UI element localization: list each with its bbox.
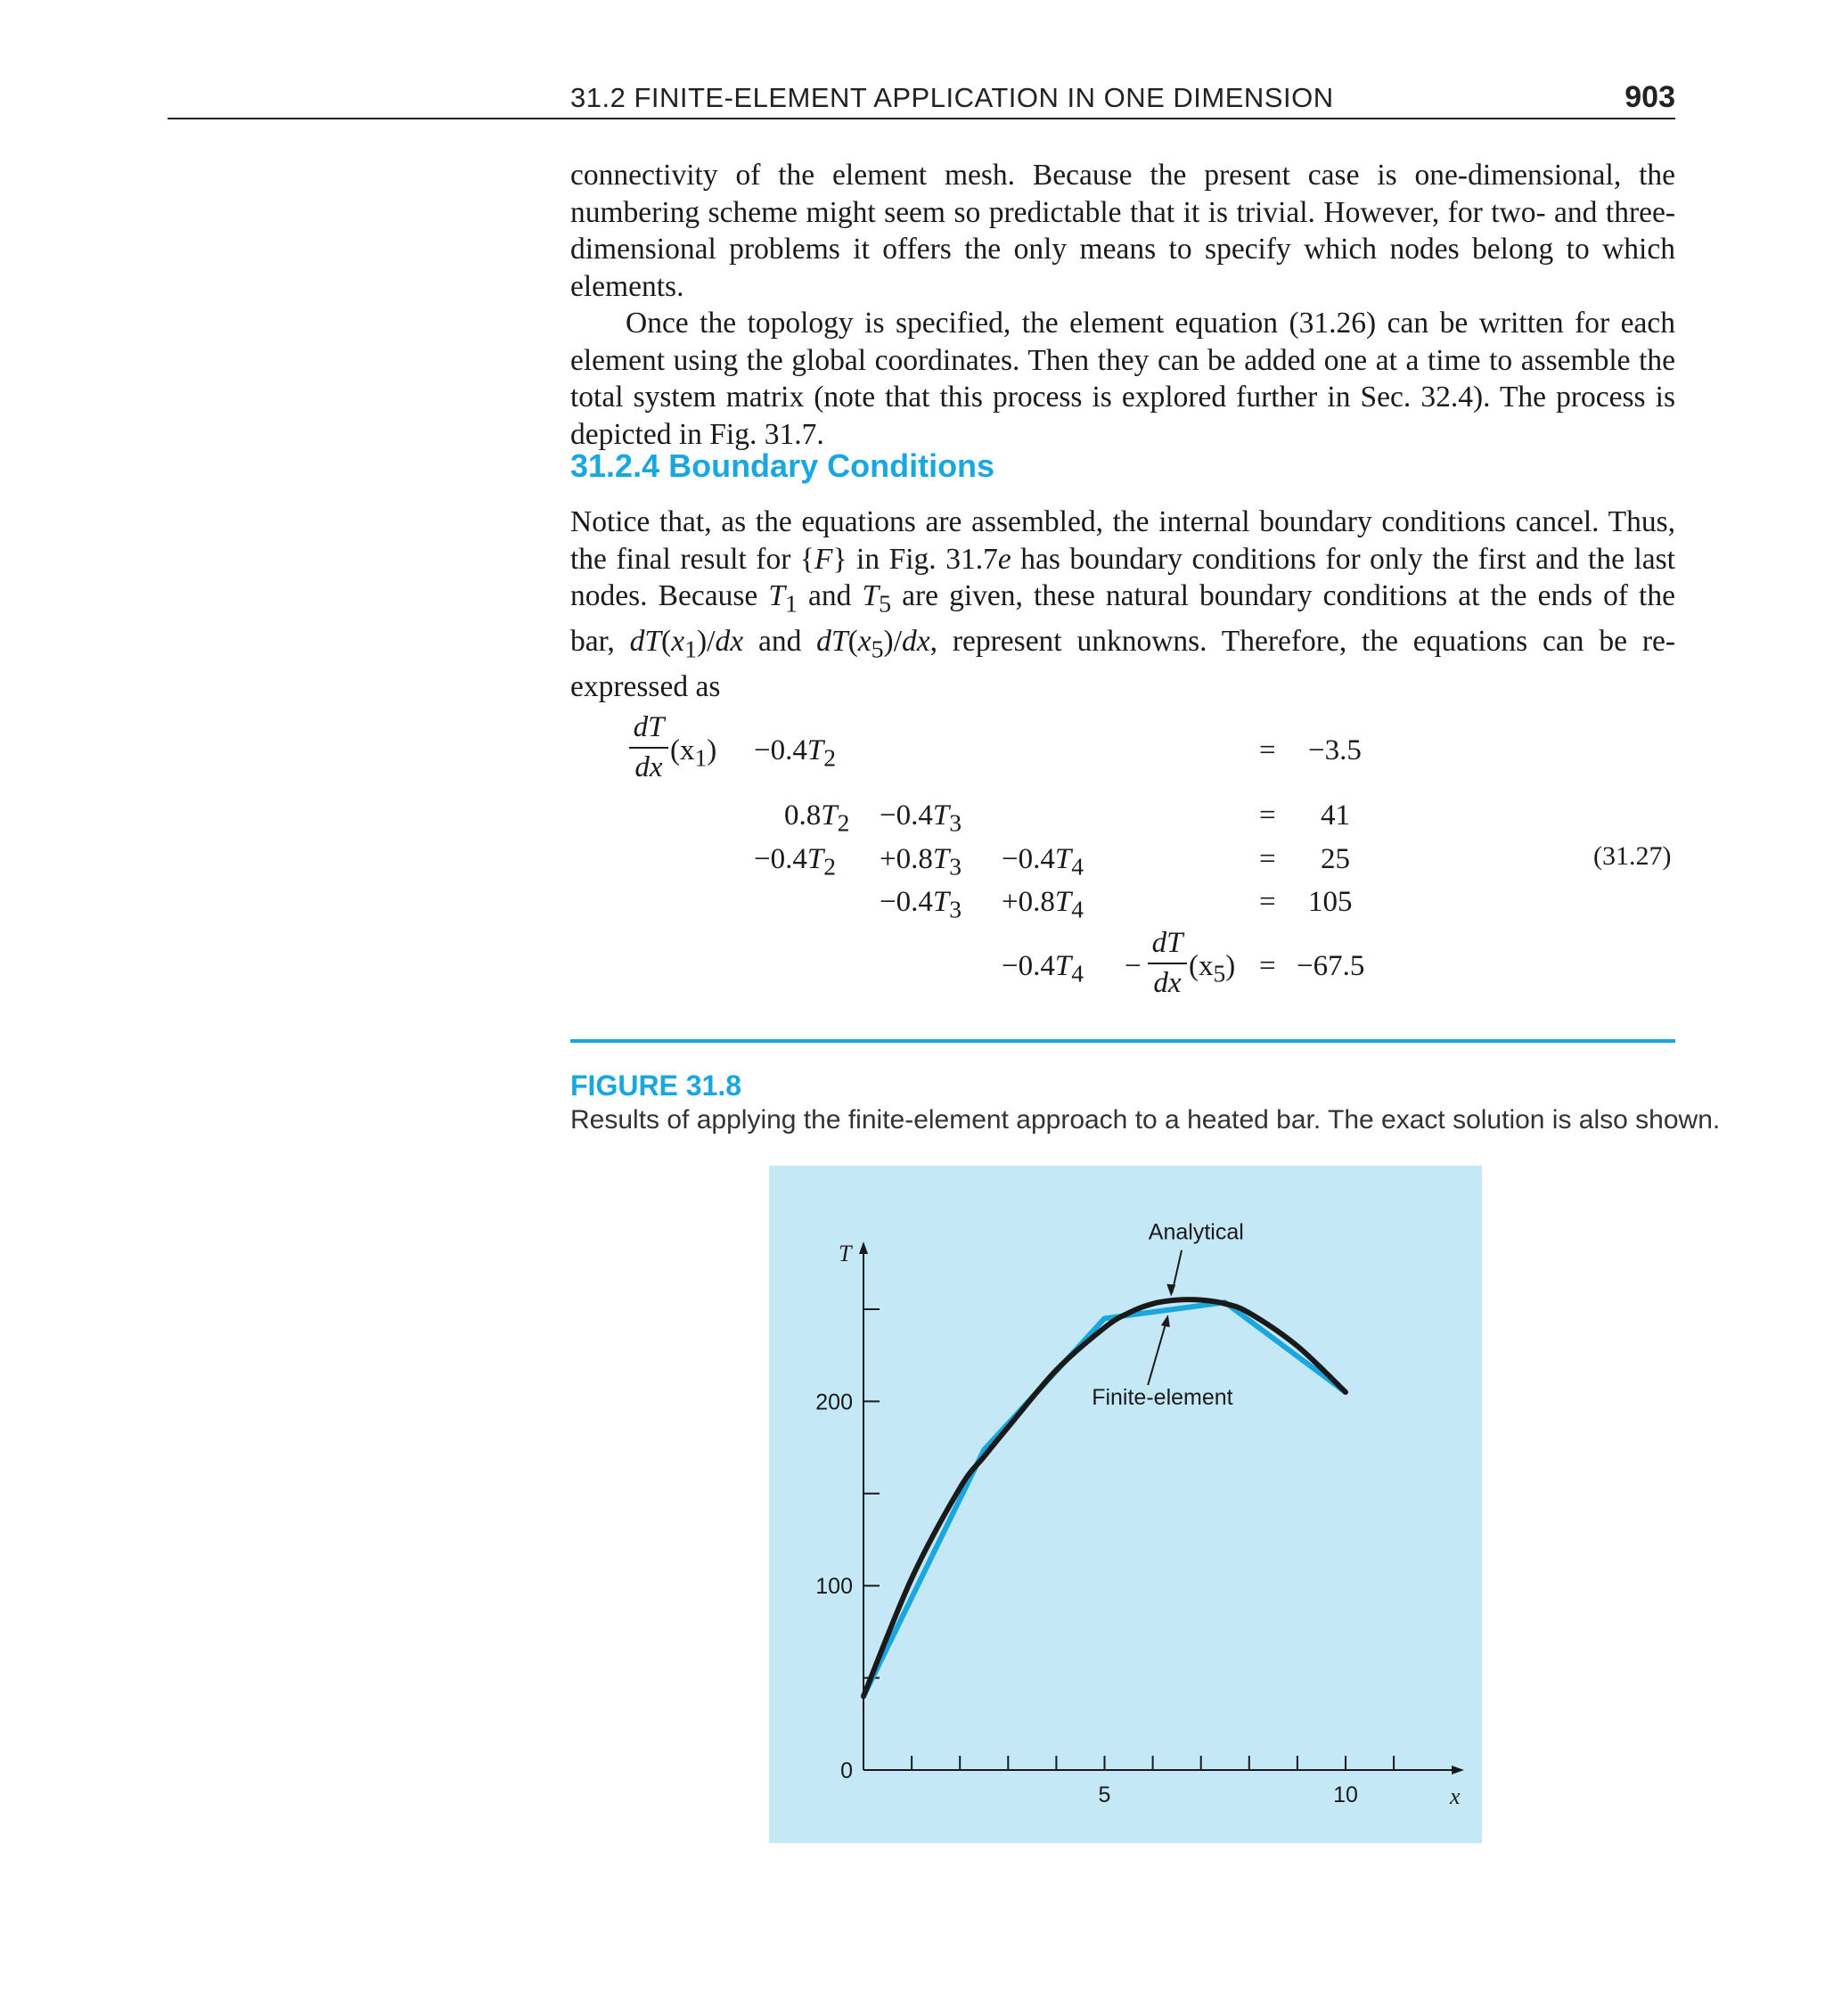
- series-finite-element: [863, 1302, 1346, 1696]
- eq-r1-equals: =: [1259, 734, 1276, 766]
- eq-r5-equals: =: [1259, 950, 1276, 982]
- eq-r4-a: $-0.4T_3$: [880, 886, 962, 923]
- intro-text-1: connectivity of the element mesh. Because the present case is one-dimensional, the numbering scheme might seem so predictable that it is trivial. However, for two- and three-dimensional problems it offers the only means to specify which nodes belong to which elements.: [570, 159, 1675, 303]
- y-tick-label: 200: [815, 1389, 853, 1415]
- annotation-finite-element-arrow: [1148, 1318, 1167, 1385]
- intro-text-2: Once the topology is specified, the element equation (31.26) can be written for each element using the global coordinates. Then they can be added one at a time to assemble the total system matrix (note that this process is explored further in Sec. 32.4). The process is depicted in Fig. 31.7.: [570, 307, 1675, 451]
- eq-r3-a: $-0.4T_2$: [754, 843, 836, 881]
- header-rule: [168, 118, 1675, 119]
- eq-r2-rhs: 41: [1321, 799, 1350, 832]
- eq-r3-b: $+0.8T_3$: [880, 843, 962, 881]
- eq-r5-rhs: −67.5: [1297, 950, 1365, 982]
- annotation-finite-element-arrowhead: [1161, 1315, 1170, 1327]
- derivative-fraction-5: dT dx: [1148, 927, 1187, 1000]
- x-tick-label: 5: [1098, 1782, 1111, 1807]
- figure-label: FIGURE 31.8: [570, 1069, 742, 1102]
- eq-x1: $(x_1)$: [670, 734, 717, 772]
- figure-caption: Results of applying the finite-element approach to a heated bar. The exact solution is also shown.: [570, 1105, 1721, 1135]
- running-header: [570, 78, 1675, 121]
- section-title: 31.2.4 Boundary Conditions: [570, 447, 995, 484]
- eq-r5-a: $-0.4T_4$: [1002, 950, 1084, 988]
- y-tick-label: 100: [815, 1574, 853, 1600]
- eq-x5: $(x_5)$: [1189, 950, 1236, 988]
- eq-r1-rhs: −3.5: [1308, 734, 1362, 766]
- eq-r5-minus: −: [1125, 950, 1142, 982]
- chart-svg: [769, 1166, 1482, 1843]
- boundary-paragraph: [570, 504, 1675, 706]
- y-axis-arrow: [859, 1242, 868, 1254]
- running-title: 31.2 FINITE-ELEMENT APPLICATION IN ONE DIMENSION: [570, 82, 1334, 113]
- eq-r2-b: $-0.4T_3$: [880, 799, 962, 837]
- intro-paragraph-1: [570, 157, 1675, 453]
- eq-r2-equals: =: [1259, 799, 1276, 832]
- chart-panel: [769, 1166, 1482, 1843]
- y-axis-label: T: [839, 1240, 852, 1266]
- figure-rule: [570, 1039, 1675, 1043]
- y-tick-label: 0: [840, 1758, 853, 1783]
- annotation-analytical-arrowhead: [1166, 1284, 1175, 1297]
- annotation-analytical: Analytical: [1148, 1219, 1244, 1245]
- eq-r3-rhs: 25: [1321, 843, 1350, 875]
- eq-r1-term: $-0.4T_2$: [754, 734, 836, 772]
- eq-r3-equals: =: [1259, 843, 1276, 875]
- eq-r4-equals: =: [1259, 886, 1276, 918]
- x-tick-label: 10: [1333, 1782, 1358, 1807]
- page-number: 903: [1624, 80, 1675, 114]
- eq-r4-rhs: 105: [1308, 886, 1353, 918]
- boundary-text: Notice that, as the equations are assembled, the internal boundary conditions cancel. Thus, the final result for {F} in Fig. 31.7e has boundary conditions for only the first and the last nodes. Because $T_1$ and $T_5$ are given, these natural boundary conditions at the ends of the bar, $dT(x_1)/dx$ and $dT(x_5)/dx$, represent unknowns. Therefore, the equations can be re-expressed as: [570, 505, 1675, 704]
- annotation-finite-element: Finite-element: [1092, 1385, 1233, 1411]
- x-axis-label: x: [1450, 1783, 1461, 1809]
- derivative-fraction-1: dT dx: [629, 711, 668, 784]
- series-analytical: [863, 1299, 1346, 1696]
- eq-r2-a: $0.8T_2$: [784, 799, 850, 837]
- equation-number: (31.27): [1593, 841, 1672, 871]
- x-axis-arrow: [1452, 1766, 1464, 1774]
- eq-r3-c: $-0.4T_4$: [1002, 843, 1084, 881]
- eq-r4-b: $+0.8T_4$: [1002, 886, 1084, 923]
